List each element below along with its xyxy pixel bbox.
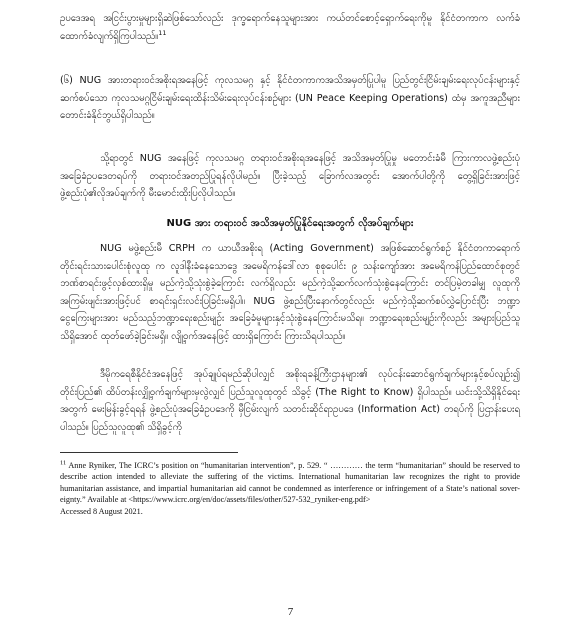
footnote-divider — [60, 452, 238, 453]
paragraph-nug-constitution: သို့ရာတွင် NUG အနေဖြင့် ကုလသမဂ္ဂ တရားဝင်အစိုးရအနေဖြင့် အသိအမှတ်ပြုမှု မတောင်းခံမီ ကြားကာလဖွဲ့စည်းပုံအခြေခံဥပဒေတရပ်ကို တရားဝင်အတည်ပြုရန်လိုပါမည်။ ပြီးခဲ့သည့် ခြောက်လအတွင်း အောက်ပါတို့ကို တွေ့ရှိခြင်းအားဖြင့် ဖွဲ့စည်းပုံ၏လိုအပ်ချက်ကို မီးမောင်းထိုးပြလိုပါသည်။ — [60, 153, 520, 200]
page-number: 7 — [287, 606, 294, 618]
paragraph-item-6: (၆) NUG အားတရားဝင်အစိုးရအနေဖြင့် ကုလသမဂ္ဂ နှင့် နိုင်ငံတကာကအသိအမှတ်ပြုပါမူ ပြည်တွင်းငြိမ်းချမ်းရေးလုပ်ငန်းများနှင့် ဆက်စပ်သော ကုလသမဂ္ဂငြိမ်းချမ်းရေးထိန်းသိမ်းရေးလုပ်ငန်းစဉ်များ (UN Peace Keeping Operations) ထံမှ အကူအညီများတောင်းခံနိုင်ဘွယ်ရှိပါသည်။ — [60, 75, 520, 122]
paragraph-intro — [60, 10, 520, 45]
footnote-accessed: Accessed 8 August 2021. — [60, 506, 143, 516]
paragraph-right-to-know: ဒီမိုကရေစီနိုင်ငံအနေဖြင့် အုပ်ချုပ်ရမည်ဆိုပါလျှင် အစိုးရခန့်ကြီးဌာနများ၏ လုပ်ငန်းဆောင်ရွက်ချက်များနှင့်စပ်လျဉ်း၍ တိုင်းပြည်၏ ထိပ်တန်းလျှို့ဝှက်ချက်များမှလွဲလျှင် ပြည်သူလူထုတွင် သိခွင့် (The Right to Know) ရှိပါသည်။ ယင်းသို့သိရှိနိုင်ရေးအတွက် မေးမြန်းခွင့်ရရန် ဖွဲ့စည်းပုံအခြေခံဥပဒေကို မှီငြမ်းလျက် သတင်းဆိုင်ရာဥပဒေ (Information Act) တရပ်ကို ပြဌာန်းပေးရပါသည်။ ပြည်သူလူထု၏ သိရှိခွင့်ကို — [60, 369, 520, 433]
footnote-reference[interactable]: 11 — [158, 28, 167, 37]
section-heading: NUG အား တရားဝင် အသိအမှတ်ပြုနိုင်ရေးအတွက် လိုအပ်ချက်များ — [166, 218, 414, 229]
paragraph-intro-text: ဥပဒေအရ အငြင်းပွားမှုများရှိဆဲဖြစ်သော်လည်း ဒုက္ခရောက်နေသူများအား ကယ်တင်စောင့်ရှောက်ရေးကိုမူ နိုင်ငံတကာက လက်ခံထောက်ခံလျက်ရှိကြပါသည်။ — [60, 13, 520, 42]
footnote-number: 11 — [60, 459, 67, 467]
footnote-text: Anne Ryniker, The ICRC’s position on “humanitarian intervention”, p. 529. “ ………… the term “humanitarian” should be reserved to describe action intended to alleviate the suffering of the victims. International humanitarian law recognizes the right to provide humanitarian assistance, and impartial humanitarian aid cannot be condemned as interference or infringement of a State’s national sover- eignty.” Available at <https://www.icrc.org/en/doc/assets/files/other/527-532_ryniker-eng.pdf> — [60, 461, 520, 505]
paragraph-crph-funds: NUG မဖွဲ့စည်းမီ CRPH က ယာယီအစိုးရ (Acting Government) အဖြစ်ဆောင်ရွက်စဉ် နိုင်ငံတကာရောက်တိုင်းရင်းသားပေါင်းစုံလူထု က လူဒါနီးခံနေသောဒွေ အမေရိကန်ဒေါ်လာ စုစုပေါင်း ၉ သန်းကျော်အား အမေရိကန်ပြည်ထောင်စုတွင် ဘဏ်စာရင်းဖွင့်လှစ်ထားရှိမှု မည်ကဲ့သို့သုံးစွဲခဲ့ကြောင်း လက်ရှိလည်း မည်ကဲ့သို့ဆက်လက်သုံးစွဲနေကြောင်း တင်ပြမဲ့တခါမျှ လူထုကို အကြမ်းဖျင်းအားဖြင့်ပင် စာရင်းရှင်းလင်းပြခြင်းမရှိပါ။ NUG ဖွဲ့စည်းပြီးနောက်တွင်လည်း မည်ကဲ့သို့ဆက်စပ်လွှဲပြောင်းပြီး ဘဏ္ဍာငွေကြေးများအား မည်သည့်ဘဏ္ဍာရေးစည်းမျဉ်း အခြေခံမူများနှင့်သုံးစွဲနေကြောင်းမသိရ။ ဘဏ္ဍာရေးစည်းမျဉ်းကိုလည်း အများပြည်သူသိရှိအောင် ထုတ်ဖော်ခဲ့ခြင်းမရှိ။ လျို့ဝှက်အနေဖြင့် ထားရှိကြောင်း ကြားသိရပါသည်။ — [60, 243, 520, 342]
footnote — [60, 460, 520, 517]
